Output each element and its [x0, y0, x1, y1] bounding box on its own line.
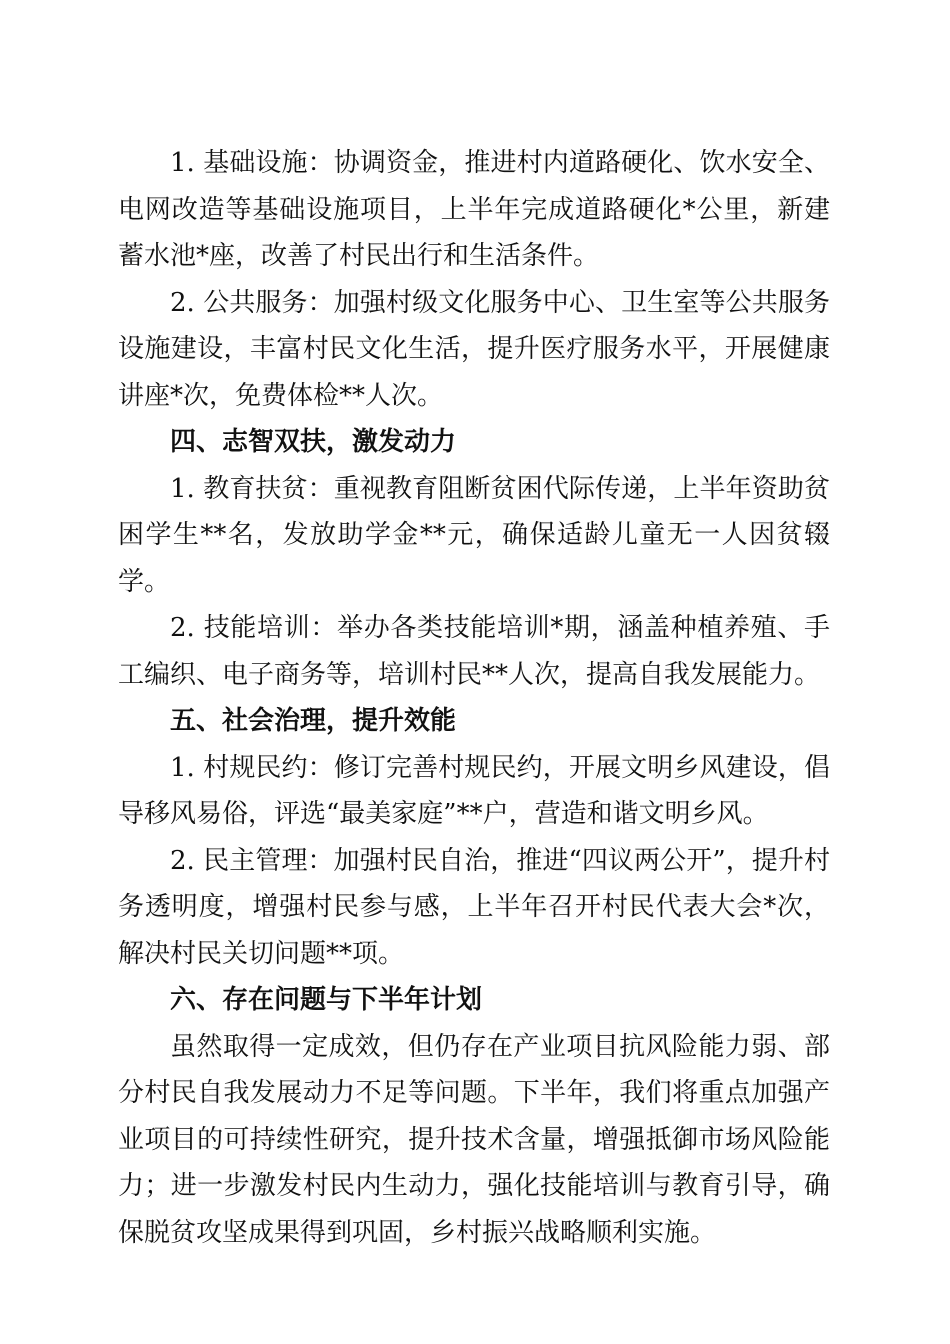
paragraph-infrastructure: 1. 基础设施：协调资金，推进村内道路硬化、饮水安全、电网改造等基础设施项目，上半年完成道路硬化*公里，新建蓄水池*座，改善了村民出行和生活条件。 [118, 148, 830, 271]
paragraph-village-rules: 1. 村规民约：修订完善村规民约，开展文明乡风建设，倡导移风易俗，评选“最美家庭”**户，营造和谐文明乡风。 [118, 752, 830, 829]
paragraph-education-aid: 1. 教育扶贫：重视教育阻断贫困代际传递，上半年资助贫困学生**名，发放助学金**元，确保适龄儿童无一人因贫辍学。 [118, 473, 830, 597]
paragraph-democratic-management: 2. 民主管理：加强村民自治，推进“四议两公开”，提升村务透明度，增强村民参与感，上半年召开村民代表大会*次，解决村民关切问题**项。 [118, 845, 830, 969]
paragraph-skills-training: 2. 技能培训：举办各类技能培训*期，涵盖种植养殖、手工编织、电子商务等，培训村民**人次，提高自我发展能力。 [118, 613, 830, 690]
paragraph-problems-and-plan: 虽然取得一定成效，但仍存在产业项目抗风险能力弱、部分村民自我发展动力不足等问题。下半年，我们将重点加强产业项目的可持续性研究，提升技术含量，增强抵御市场风险能力；进一步激发村民内生动力，强化技能培训与教育引导，确保脱贫攻坚成果得到巩固，乡村振兴战略顺利实施。 [118, 1031, 830, 1248]
section-heading-4: 四、志智双扶，激发动力 [170, 427, 457, 457]
section-heading-5: 五、社会治理，提升效能 [170, 706, 457, 736]
document-body [118, 140, 830, 1256]
section-heading-6: 六、存在问题与下半年计划 [170, 985, 483, 1015]
paragraph-public-services: 2. 公共服务：加强村级文化服务中心、卫生室等公共服务设施建设，丰富村民文化生活，提升医疗服务水平，开展健康讲座*次，免费体检**人次。 [118, 287, 830, 411]
